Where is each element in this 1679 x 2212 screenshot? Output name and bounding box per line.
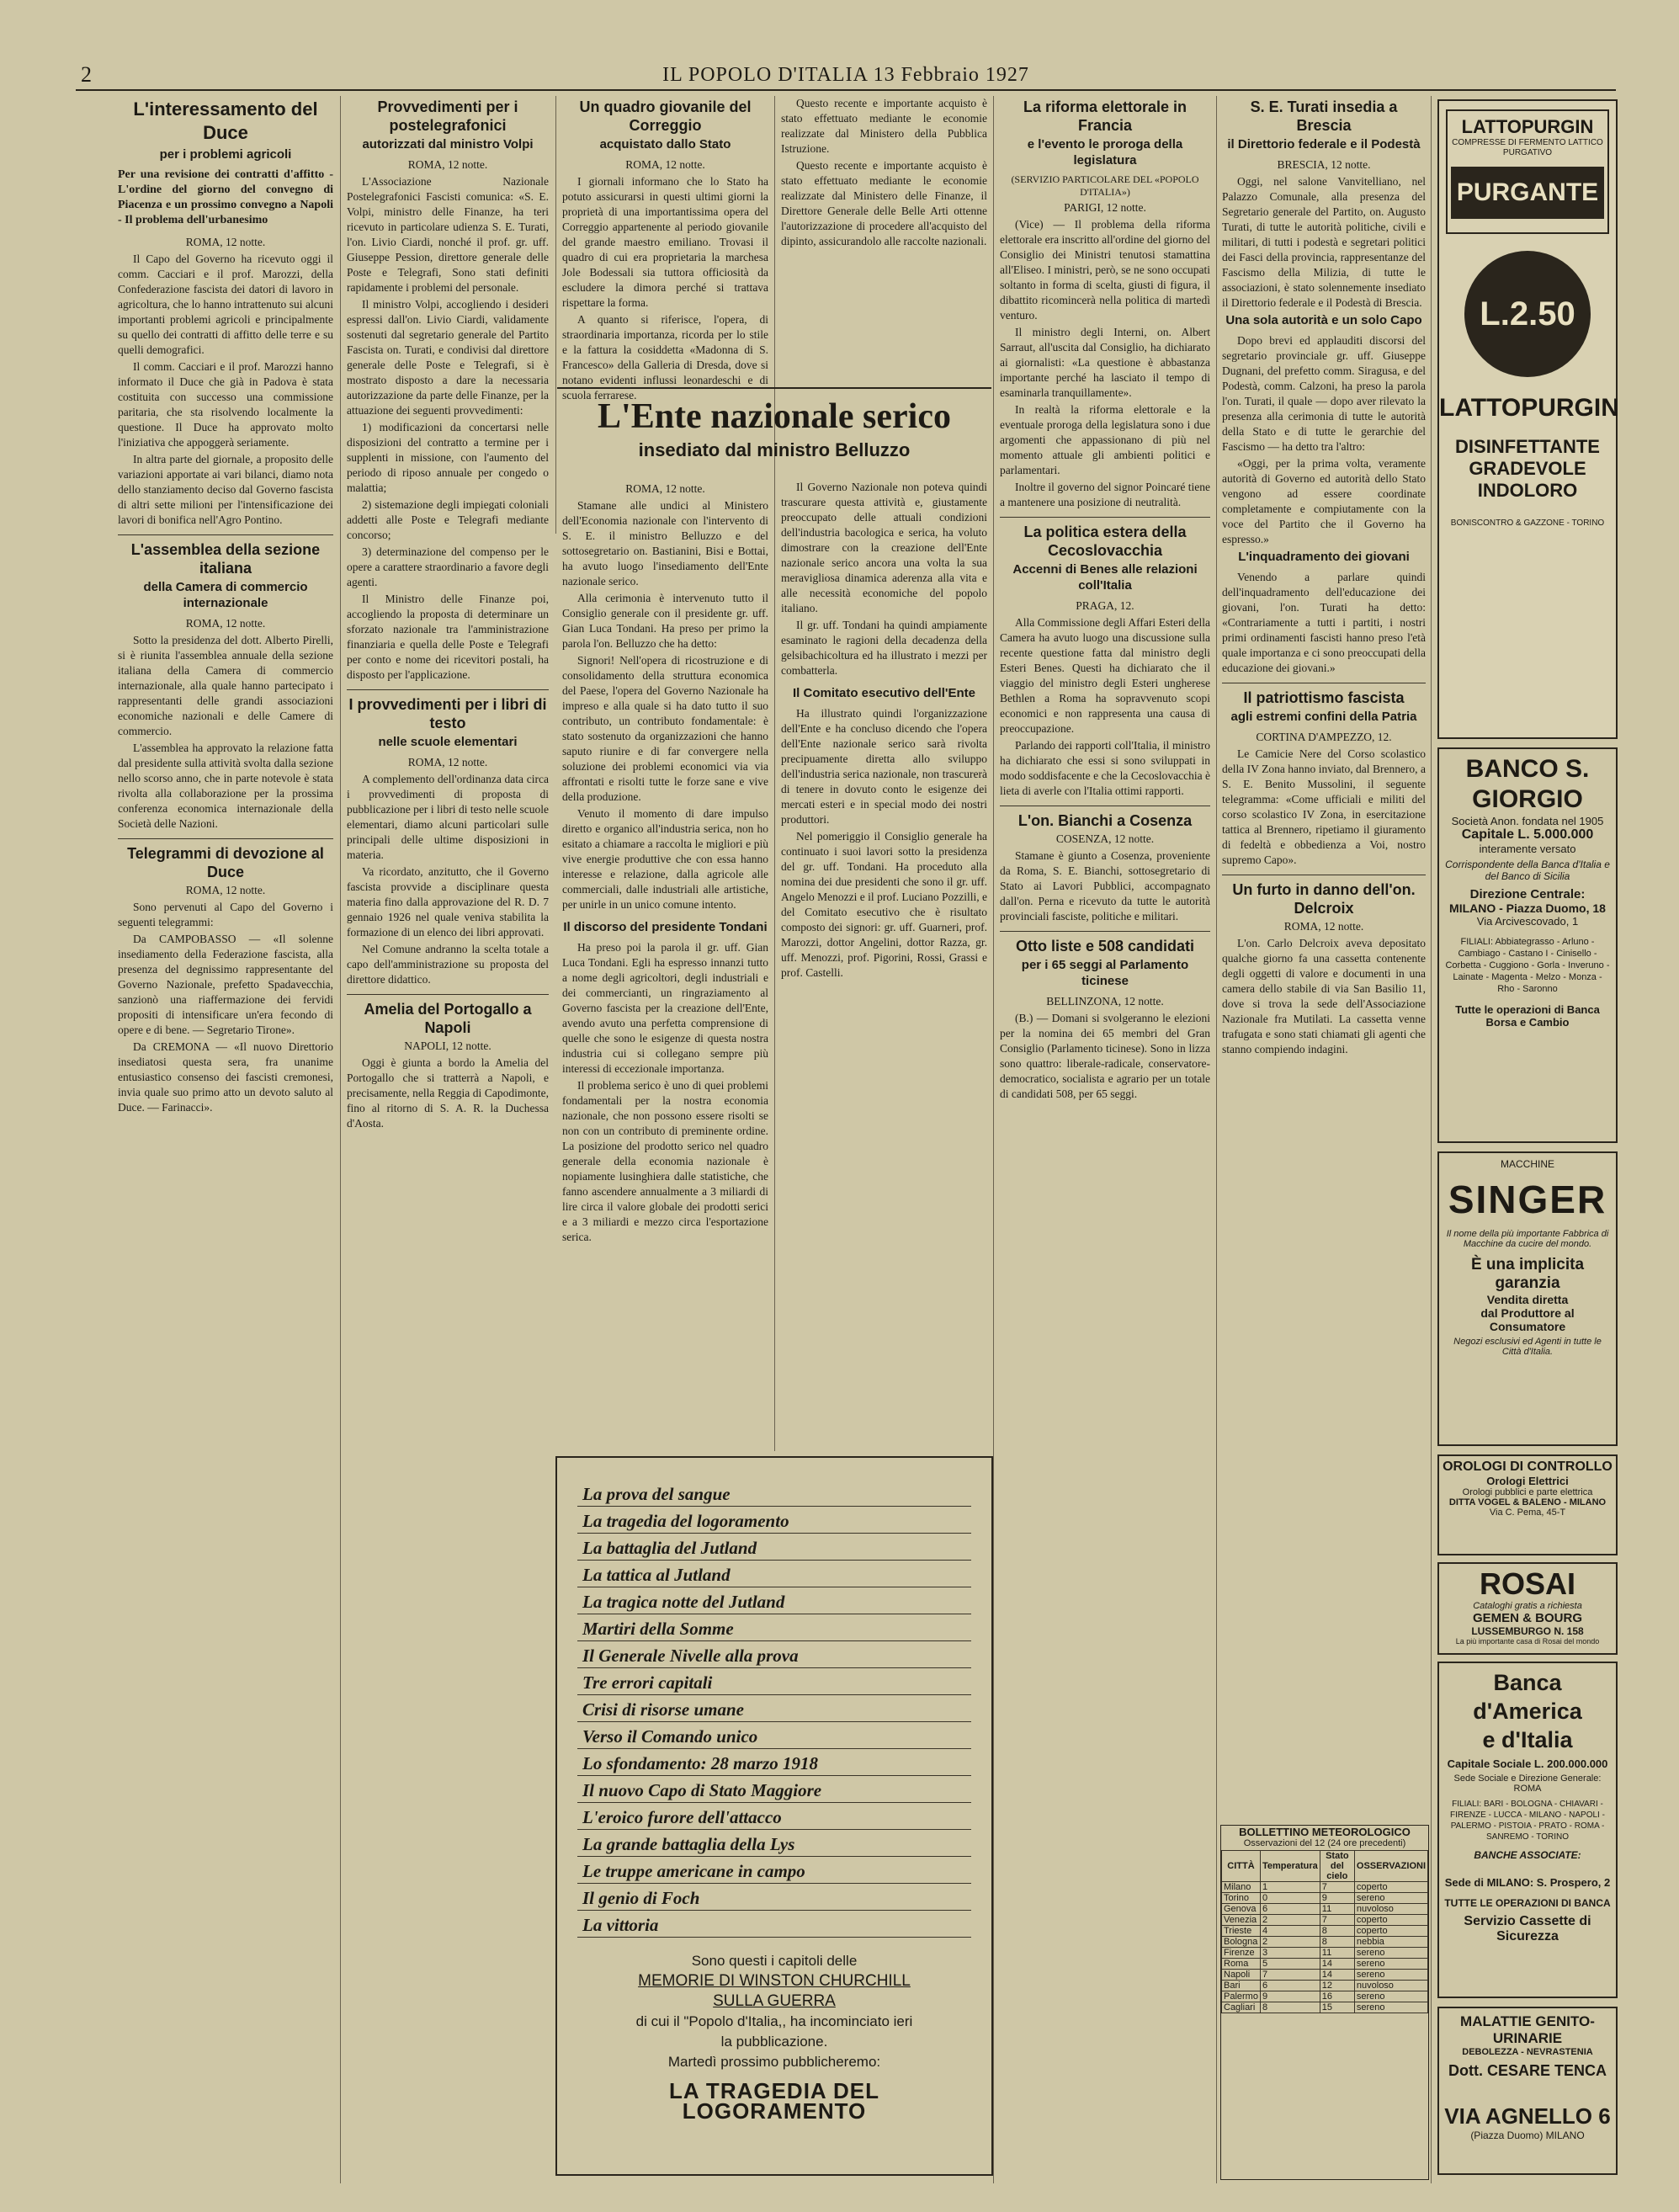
divider: [557, 387, 991, 389]
dateline: ROMA, 12 notte.: [185, 236, 266, 248]
weather-row: [1222, 1970, 1428, 1981]
price-badge: L.2.50: [1464, 251, 1591, 377]
paragraph: Venendo a parlare quindi dell'inquadramento dell'educazione dei giovani, l'on. Turati ha detto: «Contrariamente a tutti i partiti, i nostri primi ordinamenti fascisti hanno preso l'età quale importanza e ci sono preoccupati della educazione dei giovani.»: [1222, 571, 1426, 674]
ad-text: (Piazza Duomo) MILANO: [1470, 2130, 1585, 2141]
ad-text: La più importante casa di Rosai del mondo: [1455, 1637, 1600, 1646]
dateline: ROMA, 12 notte.: [625, 482, 705, 495]
ad-text: Capitale Sociale L. 200.000.000: [1447, 1757, 1608, 1770]
ad-text: TUTTE LE OPERAZIONI DI BANCA: [1444, 1897, 1611, 1909]
newspaper-title: IL POPOLO D'ITALIA 13 Febbraio 1927: [662, 64, 1029, 86]
paragraph: Nel Comune andranno la scelta totale a capo dell'amministrazione su proposta del direttore didattico.: [347, 943, 549, 986]
weather-subtitle: Osservazioni del 12 (24 ore precedenti): [1243, 1838, 1406, 1848]
paragraph: 3) determinazione del compenso per le opere a carattere straordinario a favore degli agenti.: [347, 545, 549, 588]
headline: Provvedimenti per i postelegrafonici: [377, 98, 518, 134]
lattopurgin-package: [1446, 109, 1609, 234]
ad-text: OROLOGI DI CONTROLLO: [1443, 1460, 1613, 1474]
column-1: [118, 96, 333, 2183]
weather-row: [1222, 1915, 1428, 1926]
paragraph: (B.) — Domani si svolgeranno le elezioni per la nomina dei 65 membri del Gran Consiglio (Parlamento ticinese). Sono in lizza sono quattro: liberale-radicale, conservatore-democratico, socialista e agrario per un totale di candidati 508, per 65 seggi.: [1000, 1012, 1210, 1100]
ad-text: BANCHE ASSOCIATE:: [1474, 1849, 1581, 1861]
ad-text: Negozi esclusivi ed Agenti in tutte le Città d'Italia.: [1453, 1337, 1602, 1357]
divider: [1000, 517, 1210, 518]
paragraph: Oggi è giunta a bordo la Amelia del Portogallo che si tratterrà a Napoli, e precisamente, nella Reggia di Capodimonte, fino al ritorno di S. A. R. la Duchessa d'Aosta.: [347, 1056, 549, 1130]
promo-line: MEMORIE DI WINSTON CHURCHILL: [638, 1972, 911, 1990]
ad-text: dal Produttore al Consumatore: [1480, 1306, 1575, 1333]
paragraph: Stamane è giunto a Cosenza, proveniente da Roma, S. E. Bianchi, sottosegretario di Stato ai Lavori Pubblici, accompagnato dall'on. Perna e ricevuto da tutte le autorità provinciali fasciste, politiche e militari.: [1000, 849, 1210, 923]
column-rule: [340, 96, 341, 2183]
weather-row: [1222, 1926, 1428, 1937]
paragraph: (Vice) — Il problema della riforma elettorale era inscritto all'ordine del giorno del Consiglio dei Ministri tenutosi stamattina all'Eliseo. I ministri, però, se ne sono occupati soltanto in forma di scelta, giusti di figura, il dibattito ricomincerà nella politica di martedì venturo.: [1000, 218, 1210, 322]
chapter-item: La tattica al Jutland: [577, 1564, 971, 1587]
paragraph: In realtà la riforma elettorale e la eventuale proroga della legislatura sono i due argomenti che appassionano di più nel momento attuale gli ambienti politici e parlamentari.: [1000, 403, 1210, 476]
paragraph: L'on. Carlo Delcroix aveva depositato qualche giorno fa una cassetta contenente degli oggetti di valore e documenti in una camera dello stabile di via San Basilio 11, dove si trova la sede dell'Associazione Nazionale fra Mutilati. La cassetta venne trafugata e sono stati chiamati gli agenti che stanno compiendo indagini.: [1222, 937, 1426, 1055]
ad-text: MACCHINE: [1500, 1158, 1554, 1170]
weather-cell: 4: [1260, 1926, 1320, 1937]
weather-cell: Napoli: [1222, 1970, 1261, 1981]
promo-line: la pubblicazione.: [720, 2034, 828, 2050]
paragraph: Il comm. Cacciari e il prof. Marozzi hanno informato il Duce che già in Padova è stata costituita con successo una commissione paritaria, che sta risolvendo localmente la questione. Il Duce ha approvato molto l'iniziativa che appoggerà seriamente.: [118, 360, 333, 449]
weather-row: [1222, 1893, 1428, 1904]
ad-text: Dott. CESARE TENCA: [1448, 2062, 1607, 2079]
dateline: CORTINA D'AMPEZZO, 12.: [1256, 731, 1392, 743]
paragraph: A quanto si riferisce, l'opera, di straordinaria importanza, ricorda per lo stile e la fattura la cosiddetta «Madonna di S. Francesco» della Galleria di Dresda, dove si notano evidenti influssi leonardeschi e di scuola ferrarese.: [562, 313, 768, 401]
weather-cell: 14: [1320, 1959, 1354, 1970]
ad-text: Orologi Elettrici: [1486, 1475, 1569, 1487]
divider: [118, 838, 333, 839]
paragraph: Inoltre il governo del signor Poincaré tiene a mantenere una posizione di neutralità.: [1000, 481, 1210, 508]
weather-cell: 7: [1260, 1970, 1320, 1981]
headline: L'interessamento del Duce: [133, 98, 318, 143]
weather-cell: 9: [1320, 1893, 1354, 1904]
chapter-item: La grande battaglia della Lys: [577, 1833, 971, 1857]
weather-cell: Genova: [1222, 1904, 1261, 1915]
subheadline: nelle scuole elementari: [378, 735, 518, 749]
headline: Il patriottismo fascista: [1243, 689, 1405, 706]
dateline: PRAGA, 12.: [1076, 599, 1134, 612]
weather-cell: 16: [1320, 1991, 1354, 2002]
paragraph: 1) modificazioni da concertarsi nelle disposizioni del contratto a termine per i supplenti in missione, con l'aumento del periodo di riposo annuale per congedo o malattia;: [347, 421, 549, 494]
ad-orologi: [1437, 1454, 1618, 1555]
weather-cell: 15: [1320, 2002, 1354, 2013]
divider: [1000, 931, 1210, 932]
weather-cell: sereno: [1354, 1970, 1427, 1981]
dateline: ROMA, 12 notte.: [185, 617, 266, 630]
weather-cell: Palermo: [1222, 1991, 1261, 2002]
churchill-memoirs-box: [555, 1456, 993, 2176]
weather-cell: Firenze: [1222, 1948, 1261, 1959]
dateline: BRESCIA, 12 notte.: [1277, 158, 1371, 171]
weather-cell: 6: [1260, 1904, 1320, 1915]
paragraph: Da CREMONA — «Il nuovo Direttorio insediatosi questa sera, fra unanime entusiastico consenso dei fascisti cremonesi, invia quale suo primo atto un devoto saluto al Duce. — Farinacci».: [118, 1040, 333, 1114]
ad-text: GEMEN & BOURG: [1472, 1611, 1582, 1625]
ad-text: Capitale L. 5.000.000: [1461, 827, 1594, 842]
weather-cell: 9: [1260, 1991, 1320, 2002]
paragraph: Questo recente e importante acquisto è stato effettuato mediante le economie realizzate dal Ministero della Pubblica Istruzione.: [781, 97, 987, 155]
chapter-item: La tragica notte del Jutland: [577, 1591, 971, 1614]
ad-text: Sede Sociale e Direzione Generale: ROMA: [1453, 1773, 1602, 1794]
weather-title: BOLLETTINO METEOROLOGICO: [1239, 1826, 1411, 1838]
chapter-list: [577, 1483, 971, 1938]
ad-banco-s-giorgio: [1437, 747, 1618, 1143]
paragraph: Nel pomeriggio il Consiglio generale ha continuato i suoi lavori sotto la presidenza del gr. uff. Tondani. Ha proceduto alla nomina dei due presidenti che sono il gr. uff. Angelo Menozzi e il prof. Luciano Pozzilli, e del Comitato esecutivo che è risultato composto dei signori: gr. uff. Guarneri, prof. Marozzi, dottor Angelini, dottor Razza, gr. uff. Menozzi, prof. Pigorini, Rossi, Grassi e prof. Castelli.: [781, 830, 987, 979]
weather-cell: sereno: [1354, 1991, 1427, 2002]
ad-text: È una implicita garanzia: [1470, 1256, 1585, 1292]
column-rule: [1431, 96, 1432, 2183]
ad-text: FILIALI: BARI - BOLOGNA - CHIAVARI - FIRENZE - LUCCA - MILANO - NAPOLI - PALERMO - PISTOIA - PRATO - ROMA - SANREMO - TORINO: [1450, 1800, 1605, 1842]
masthead: [76, 61, 1616, 91]
weather-cell: 0: [1260, 1893, 1320, 1904]
weather-cell: 2: [1260, 1915, 1320, 1926]
ad-text: Vendita diretta: [1486, 1293, 1569, 1306]
subheadline: Accenni di Benes alle relazioni coll'Italia: [1012, 562, 1198, 593]
chapter-item: La battaglia del Jutland: [577, 1537, 971, 1561]
ad-text: LUSSEMBURGO N. 158: [1471, 1625, 1584, 1637]
weather-bulletin: [1220, 1825, 1429, 2180]
column-5: [1000, 96, 1210, 2183]
paragraph: Oggi, nel salone Vanvitelliano, nel Palazzo Comunale, alla presenza del Segretario generale del Partito, on. Augusto Turati, di tutte le autorità politiche, civili e militari, di tutti i podestà e segretari politici dei Fasci della provincia, rappresentanze del Fascismo della Milizia, di tutte le associazioni, è stato solennemente insediato il Direttorio federale e il Podestà di Brescia.: [1222, 175, 1426, 309]
weather-row: [1222, 1882, 1428, 1893]
chapter-item: Tre errori capitali: [577, 1672, 971, 1695]
chapter-item: Martiri della Somme: [577, 1618, 971, 1641]
dateline: ROMA, 12 notte.: [407, 158, 488, 171]
weather-cell: 2: [1260, 1937, 1320, 1948]
paragraph: Dopo brevi ed applauditi discorsi del segretario provinciale gr. uff. Giuseppe Dugnani, del prefetto comm. Siragusa, e del Podestà, comm. Calzoni, ha preso la parola l'on. Turati, il quale — dopo aver rilevato la presenza alla cerimonia di tutte le autorità della Stato e di tutte le gerarchie del Fascismo — ha detto tra l'altro:: [1222, 334, 1426, 453]
divider: [118, 534, 333, 535]
ad-banca-america-italia: [1437, 1662, 1618, 1998]
column-2: [347, 96, 549, 2183]
promo-line: SULLA GUERRA: [713, 1992, 836, 2010]
headline: La politica estera della Cecoslovacchia: [1023, 524, 1187, 559]
ad-text: Cataloghi gratis a richiesta: [1473, 1601, 1582, 1611]
weather-cell: sereno: [1354, 2002, 1427, 2013]
weather-cell: 14: [1320, 1970, 1354, 1981]
column-3-top: [562, 96, 768, 401]
headline: Un furto in danno dell'on. Delcroix: [1232, 881, 1416, 917]
subheadline: L'inquadramento dei giovani: [1238, 550, 1410, 564]
dateline: ROMA, 12 notte.: [407, 756, 488, 768]
paragraph: Venuto il momento di dare impulso diretto e organico all'industria serica, non ho esitato a chiamare a raccolta le migliori e più vive energie produttive che con essa hanno interesse e relazione, dalla agricole alle commerciali, dalle industriali alle artistiche, per unirle in un unico comune intento.: [562, 807, 768, 911]
promo-line: Martedì prossimo pubblicheremo:: [667, 2054, 881, 2070]
chapter-item: Il Generale Nivelle alla prova: [577, 1645, 971, 1668]
promo-final: LA TRAGEDIA DEL LOGORAMENTO: [669, 2078, 879, 2124]
column-6: [1222, 96, 1426, 1821]
ad-text: Corrispondente della Banca d'Italia e del Banco di Sicilia: [1445, 859, 1610, 882]
paragraph: Signori! Nell'opera di ricostruzione e di consolidamento della struttura economica del Paese, l'opera del Governo Nazionale ha impreso e alla quale si ha dato tutto il suo contributo, un contributo fondamentale: è stato sostenuto da organizzazioni che hanno saputo riunire e di far convergere nella soluzione dei problemi economici via via affrontati e risolti tutte le forze sane e vive della produzione.: [562, 654, 768, 803]
ad-text: FILIALI: Abbiategrasso - Arluno - Cambiago - Castano I - Cinisello - Corbetta - Cuggiono - Gorla - Inveruno - Lainate - Magenta - Melzo - Monza - Rho - Saronno: [1445, 937, 1610, 994]
weather-cell: Bari: [1222, 1981, 1261, 1991]
weather-cell: nuvoloso: [1354, 1981, 1427, 1991]
ad-text: GRADEVOLE: [1469, 458, 1586, 479]
weather-cell: Trieste: [1222, 1926, 1261, 1937]
subheadline: agli estremi confini della Patria: [1230, 710, 1417, 724]
paragraph: Alla Commissione degli Affari Esteri della Camera ha avuto luogo una discussione sulla recente questione fatta dal ministro degli Esteri Benes. Questi ha dichiarato che il viaggio del ministro degli Esteri ungherese Bethlen a Roma ha sopravvenuto scopi economici e non rappresenta una causa di preoccupazione.: [1000, 616, 1210, 735]
weather-table: [1221, 1850, 1428, 2013]
ad-text: DEBOLEZZA - NEVRASTENIA: [1462, 2047, 1593, 2057]
subheadline: il Direttorio federale e il Podestà: [1227, 137, 1421, 152]
paragraph: Alla cerimonia è intervenuto tutto il Consiglio generale con il presidente gr. uff. Gian Luca Tondani. Ha preso per primo la parola l'on. Belluzzo che ha detto:: [562, 592, 768, 650]
weather-cell: nebbia: [1354, 1937, 1427, 1948]
headline: Otto liste e 508 candidati: [1015, 938, 1195, 954]
chapter-item: La prova del sangue: [577, 1483, 971, 1507]
ad-singer: [1437, 1151, 1618, 1446]
subheadline: Una sola autorità e un solo Capo: [1225, 313, 1422, 327]
paragraph: Va ricordato, anzitutto, che il Governo fascista provvide a disciplinare questa materia fino dalla approvazione del R. D. 7 gennaio 1926 nel quale veniva stabilita la formazione di un elenco dei libri approvati.: [347, 865, 549, 939]
weather-cell: 8: [1320, 1926, 1354, 1937]
ad-rosai: [1437, 1562, 1618, 1655]
subheadline: acquistato dallo Stato: [599, 137, 731, 152]
weather-cell: 8: [1320, 1937, 1354, 1948]
headline: Telegrammi di devozione al Duce: [127, 845, 324, 880]
weather-cell: 1: [1260, 1882, 1320, 1893]
ad-text: Via Arcivescovado, 1: [1476, 915, 1579, 928]
ad-text: INDOLORO: [1477, 480, 1578, 501]
weather-cell: Torino: [1222, 1893, 1261, 1904]
paragraph: Ha illustrato quindi l'organizzazione dell'Ente e ha concluso dicendo che l'opera dell'Ente nazionale serico sarà rivolta precipuamente diretta allo sviluppo dell'industria serica nazionale, non trascurerà di tenere in dovuto conto le esigenze dei mercati esteri e in special modo dei nostri produttori.: [781, 707, 987, 826]
weather-cell: Bologna: [1222, 1937, 1261, 1948]
paragraph: In altra parte del giornale, a proposito delle variazioni apportate ai vari bilanci, diamo nota dello stanziamento deciso dal Governo fascista di altri sette milioni per l'intensificazione dei lavori di bonifica nell'Agro Pontino.: [118, 453, 333, 526]
weather-cell: sereno: [1354, 1893, 1427, 1904]
headline: Un quadro giovanile del Correggio: [579, 98, 752, 134]
weather-row: [1222, 1981, 1428, 1991]
ad-text: LATTOPURGIN: [1461, 116, 1594, 137]
weather-cell: 11: [1320, 1904, 1354, 1915]
ad-text: Servizio Cassette di Sicurezza: [1464, 1914, 1591, 1943]
chapter-item: Il genio di Foch: [577, 1887, 971, 1911]
dateline: BELLINZONA, 12 notte.: [1046, 995, 1164, 1008]
weather-row: [1222, 2002, 1428, 2013]
weather-cell: coperto: [1354, 1926, 1427, 1937]
weather-cell: nuvoloso: [1354, 1904, 1427, 1915]
subheadline-ente: insediato dal ministro Belluzzo: [638, 439, 911, 460]
weather-cell: Roma: [1222, 1959, 1261, 1970]
ad-lattopurgin: [1437, 99, 1618, 739]
paragraph: L'assemblea ha approvato la relazione fatta dal presidente sulla attività svolta dalla sezione nello scorso anno, che in parte notevole è stata rivolta alla collaborazione per la prossima conferenza economica internazionale della Società delle Nazioni.: [118, 742, 333, 830]
chapter-item: Crisi di risorse umane: [577, 1699, 971, 1722]
headline: S. E. Turati insedia a Brescia: [1250, 98, 1398, 134]
ad-text: MILANO - Piazza Duomo, 18: [1449, 901, 1606, 915]
paragraph: Il ministro Volpi, accogliendo i desideri espressi dall'on. Livio Ciardi, validamente sostenuti dal segretario generale del Partito Fascista on. Turati, e condivisi dal direttore generale delle Poste e Telegrafi, si è mostrato disposto a dare la necessaria autorizzazione da parte delle Finanze, per la attuazione dei seguenti provvedimenti:: [347, 298, 549, 417]
ad-text: Tutte le operazioni di Banca Borsa e Cambio: [1455, 1003, 1600, 1029]
headline-ente: L'Ente nazionale serico: [598, 397, 951, 436]
ad-text: VIA AGNELLO 6: [1444, 2103, 1611, 2129]
column-rule: [555, 96, 556, 534]
ad-text: BONISCONTRO & GAZZONE - TORINO: [1450, 518, 1605, 528]
paragraph: Sono pervenuti al Capo del Governo i seguenti telegrammi:: [118, 901, 333, 928]
weather-header: OSSERVAZIONI: [1354, 1851, 1427, 1882]
chapter-item: La tragedia del logoramento: [577, 1510, 971, 1534]
weather-cell: coperto: [1354, 1882, 1427, 1893]
paragraph: Il problema serico è uno di quei problemi fondamentali per la nostra economia nazionale, che non possono essere risolti se non con un contributo di preminente ordine. La posizione del prodotto serico nel quadro generale della economia nazionale è nopiamente lusinghiera dalle statistiche, che fanno ascendere annualmente a 3 miliardi di lire circa il valore globale dei prodotti serici e a 3 miliardi e mezzo circa l'esportazione serica.: [562, 1079, 768, 1243]
weather-row: [1222, 1959, 1428, 1970]
paragraph: Il Ministro delle Finanze poi, accogliendo la proposta di determinare un sforzato nazionale tra l'amministrazione finanziaria e quella delle Poste e Telegrafi per conto e nome dei ricevitori postali, ha disposto per l'applicazione.: [347, 593, 549, 681]
weather-cell: 7: [1320, 1915, 1354, 1926]
weather-row: [1222, 1937, 1428, 1948]
paragraph: Il Governo Nazionale non poteva quindi trascurare questa attività e, giustamente preoccupato delle attuali condizioni dell'industria bacologica e serica, ha voluto dimostrare con la creazione dell'Ente nazionale serico ancora una volta la sua meravigliosa dinamica aderenza alla vita e alle necessità economiche del popolo italiano.: [781, 481, 987, 614]
promo-text: [577, 1951, 971, 2124]
ad-text: Società Anon. fondata nel 1905: [1451, 815, 1604, 827]
column-rule: [774, 96, 775, 1451]
weather-cell: 12: [1320, 1981, 1354, 1991]
promo-line: di cui il "Popolo d'Italia,, ha incominciato ieri: [635, 2013, 913, 2029]
ad-text: Sede di MILANO: S. Prospero, 2: [1444, 1876, 1611, 1889]
subheadline: Il discorso del presidente Tondani: [563, 920, 768, 934]
weather-cell: 5: [1260, 1959, 1320, 1970]
weather-row: [1222, 1948, 1428, 1959]
ad-text: Via C. Pema, 45-T: [1489, 1507, 1566, 1518]
dateline: ROMA, 12 notte.: [185, 884, 266, 896]
ad-text: COMPRESSE DI FERMENTO LATTICO PURGATIVO: [1452, 138, 1603, 157]
weather-cell: 3: [1260, 1948, 1320, 1959]
ente-column-left: [562, 480, 768, 1448]
divider: [347, 994, 549, 995]
chapter-item: L'eroico furore dell'attacco: [577, 1806, 971, 1830]
weather-cell: Milano: [1222, 1882, 1261, 1893]
subheadline: della Camera di commercio internazionale: [143, 580, 308, 610]
page-number: 2: [81, 62, 93, 87]
chapter-item: Verso il Comando unico: [577, 1725, 971, 1749]
paragraph: 2) sistemazione degli impiegati coloniali addetti alle Poste e Telegrafi mediante concorso;: [347, 498, 549, 541]
ad-text: DISINFETTANTE: [1455, 436, 1600, 457]
weather-row: [1222, 1904, 1428, 1915]
dateline: ROMA, 12 notte.: [1283, 920, 1364, 933]
headline: La riforma elettorale in Francia: [1023, 98, 1188, 134]
headline: I provvedimenti per i libri di testo: [348, 696, 547, 731]
weather-cell: 6: [1260, 1981, 1320, 1991]
ad-text: DITTA VOGEL & BALENO - MILANO: [1448, 1497, 1607, 1507]
weather-cell: Venezia: [1222, 1915, 1261, 1926]
singer-logo: SINGER: [1448, 1178, 1607, 1221]
dateline: PARIGI, 12 notte.: [1064, 201, 1146, 214]
column-rule: [1216, 96, 1217, 2183]
chapter-item: Lo sfondamento: 28 marzo 1918: [577, 1752, 971, 1776]
subheadline: e l'evento le proroga della legislatura: [1027, 137, 1183, 167]
paragraph: Il ministro degli Interni, on. Albert Sarraut, all'uscita dal Consiglio, ha dichiarato ai giornalisti: «La questione è abbastanza importante perché ha lasciato il tempo di esaminarla tranquillamente».: [1000, 326, 1210, 399]
chapter-item: Le truppe americane in campo: [577, 1860, 971, 1884]
weather-cell: 8: [1260, 2002, 1320, 2013]
chapter-item: La vittoria: [577, 1914, 971, 1938]
credit: (SERVIZIO PARTICOLARE DEL «POPOLO D'ITALIA»): [1011, 173, 1199, 198]
ad-text: LATTOPURGIN: [1439, 394, 1619, 422]
subheadline: per i problemi agricoli: [159, 147, 292, 162]
subheadline: Il Comitato esecutivo dell'Ente: [793, 686, 975, 700]
ad-text: Banca d'America: [1473, 1670, 1582, 1724]
paragraph: Ha preso poi la parola il gr. uff. Gian Luca Tondani. Egli ha espresso innanzi tutto a nome degli agricoltori, degli industriali e dei commercianti, un ringraziamento al Governo fascista per la creazione dell'Ente, avendo avuto una perfetta comprensione di quelle che sono le esigenze di questa nostra industria cui si collegano sempre più interessi di eccezionale importanza.: [562, 941, 768, 1075]
dateline: NAPOLI, 12 notte.: [404, 1040, 491, 1052]
divider: [347, 689, 549, 690]
paragraph: I giornali informano che lo Stato ha potuto assicurarsi in questi ultimi giorni la proprietà di una importantissima opera del Correggio appartenente al periodo giovanile del grande maestro emiliano. Trovasi il quadro di cui era proprietaria la marchesa Jole Bodessali sia tuttora officiosità da escludere la dimora perché si trattava rispettare la forma.: [562, 175, 768, 309]
paragraph: Stamane alle undici al Ministero dell'Economia nazionale con l'intervento di S. E. il ministro Belluzzo e del sottosegretario on. Bastianini, Bisi e Bottai, ha avuto luogo l'insediamento dell'Ente nazionale serico.: [562, 499, 768, 588]
ad-text: interamente versato: [1479, 843, 1576, 855]
headline: L'assemblea della sezione italiana: [130, 541, 321, 577]
headline: Amelia del Portogallo a Napoli: [364, 1001, 532, 1036]
dateline: COSENZA, 12 notte.: [1055, 832, 1155, 845]
summary: Per una revisione dei contratti d'affitto - L'ordine del giorno del convegno di Piacenza e un prossimo convegno a Napoli - Il problema dell'urbanesimo: [118, 168, 333, 226]
paragraph: Da CAMPOBASSO — «Il solenne insediamento della Federazione fascista, alla presenza del degnissimo rappresentante del Governo Nazionale, prefetto Spadavecchia, sanzionò una riaffermazione dei fervidi propositi di intensificare un'era fecondo di opere e di bene. — Segretario Tirone».: [118, 933, 333, 1036]
ad-text: BANCO S. GIORGIO: [1465, 755, 1590, 813]
ad-text: PURGANTE: [1451, 167, 1604, 219]
headline: L'on. Bianchi a Cosenza: [1017, 812, 1193, 829]
ente-column-right: [781, 480, 987, 1448]
subheadline: autorizzati dal ministro Volpi: [362, 137, 534, 152]
dateline: ROMA, 12 notte.: [625, 158, 705, 171]
promo-line: Sono questi i capitoli delle: [691, 1953, 858, 1969]
paragraph: Il gr. uff. Tondani ha quindi ampiamente esaminato le ragioni della decadenza della gelsibachicoltura ed ha illustrato i mezzi per combatterla.: [781, 619, 987, 677]
ad-text: MALATTIE GENITO-URINARIE: [1460, 2013, 1595, 2046]
chapter-item: Il nuovo Capo di Stato Maggiore: [577, 1779, 971, 1803]
paragraph: Il Capo del Governo ha ricevuto oggi il comm. Cacciari e il prof. Marozzi, della Confederazione fascista dei datori di lavoro in agricoltura, che lo hanno intrattenuto sui alcuni importanti problemi agricoli e principalmente su quello dei contratti di affitto delle terre e su quelli demografici.: [118, 253, 333, 356]
weather-header: Temperatura: [1260, 1851, 1320, 1882]
ad-text: Il nome della più importante Fabbrica di Macchine da cucire del mondo.: [1446, 1229, 1609, 1249]
ad-tenca: [1437, 2007, 1618, 2175]
weather-header: Stato del cielo: [1320, 1851, 1354, 1882]
subheadline: per i 65 seggi al Parlamento ticinese: [1021, 958, 1189, 988]
weather-cell: 11: [1320, 1948, 1354, 1959]
ad-text: e d'Italia: [1482, 1727, 1573, 1752]
paragraph: L'Associazione Nazionale Postelegrafonici Fascisti comunica: «S. E. Volpi, ministro delle Finanze, ha teri ricevuto in particolare udienza S. E. Turati, l'on. Livio Ciardi, nonché il prof. gr. uff. Giuseppe Pession, direttore generale delle Poste e Telegrafi, Sono stati definiti rapidamente i problemi del personale.: [347, 175, 549, 294]
weather-cell: 7: [1320, 1882, 1354, 1893]
ad-text: Orologi pubblici e parte elettrica: [1462, 1487, 1593, 1497]
paragraph: Questo recente e importante acquisto è stato effettuato mediante le economie realizzate dal Ministero delle Finanze, il Direttore Generale delle Belle Arti ottenne l'autorizzazione di procedere all'acquisto del dipinto, assicurandolo alle raccolte nazionali.: [781, 159, 987, 247]
weather-cell: sereno: [1354, 1948, 1427, 1959]
column-4-top: [781, 96, 987, 391]
weather-cell: Cagliari: [1222, 2002, 1261, 2013]
weather-cell: sereno: [1354, 1959, 1427, 1970]
column-rule: [993, 96, 994, 2183]
weather-row: [1222, 1991, 1428, 2002]
paragraph: Parlando dei rapporti coll'Italia, il ministro ha dichiarato che essi si sono sviluppati in modo soddisfacente e che la Cecoslovacchia è lieta di averle con l'Italia ottimi rapporti.: [1000, 739, 1210, 797]
ad-text: Direzione Centrale:: [1469, 887, 1586, 901]
ad-text: ROSAI: [1479, 1566, 1575, 1601]
paragraph: «Oggi, per la prima volta, veramente autorità di Governo ed autorità dello Stato vengono ad essere coordinate completamente e compiutamente con la voce del Partito che il Governo ha espresso.»: [1222, 457, 1426, 545]
weather-cell: coperto: [1354, 1915, 1427, 1926]
paragraph: A complemento dell'ordinanza data circa i provvedimenti di proposta di pubblicazione per i libri di testo nelle scuole elementari, diamo alcuni particolari sulle principali delle ultime disposizioni in materia.: [347, 773, 549, 861]
weather-header: CITTÀ: [1222, 1851, 1261, 1882]
paragraph: Le Camicie Nere del Corso scolastico della IV Zona hanno inviato, dal Brennero, a S. E. Benito Mussolini, il seguente telegramma: «Come ufficiali e militi del corso scolastico IV Zona, in esercitazione tattica al Brennero, ripetiamo il giuramento di fedeltà e obbedienza a Voi, nostro supremo Capo».: [1222, 747, 1426, 866]
paragraph: Sotto la presidenza del dott. Alberto Pirelli, si è riunita l'assemblea annuale della sezione italiana della Camera di commercio internazionale, alla quale hanno partecipato i rappresentanti delle grandi associazioni economiche nazionali e delle Camere di commercio.: [118, 634, 333, 737]
